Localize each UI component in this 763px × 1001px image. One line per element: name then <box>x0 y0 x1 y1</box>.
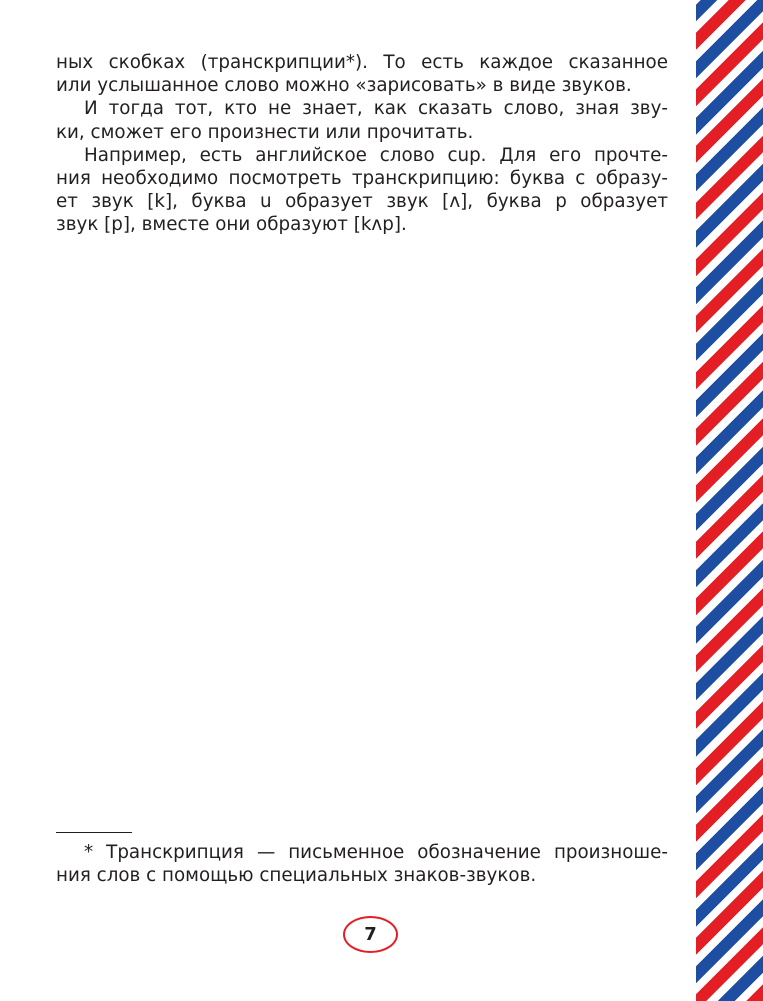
main-text <box>56 51 668 237</box>
text-line: ных скобках (транскрипции*). То есть каждое сказанное <box>56 52 668 73</box>
footnote-divider <box>56 832 132 833</box>
text-line: ет звук [k], буква u образует звук [ʌ], буква p образует <box>56 191 668 213</box>
text-line: ния необходимо посмотреть транскрипцию: буква с образу- <box>56 168 668 190</box>
page-number-label: 7 <box>364 924 377 945</box>
footnote-line: * Транскрипция — письменное обозначение произноше- <box>84 842 668 863</box>
footnote <box>56 841 668 887</box>
text-line: ки, сможет его произнести или прочитать. <box>56 121 474 143</box>
decorative-border-stripe <box>696 0 763 1001</box>
footnote-line: ния слов с помощью специальных знаков-звуков. <box>56 865 537 887</box>
text-line: звук [p], вместе они образуют [kʌp]. <box>56 214 407 236</box>
text-line: И тогда тот, кто не знает, как сказать слово, зная зву- <box>84 98 668 120</box>
text-line: Например, есть английское слово cup. Для его прочте- <box>84 144 668 166</box>
page-number <box>343 916 398 953</box>
text-line: или услышанное слово можно «зарисовать» в виде звуков. <box>56 75 632 97</box>
